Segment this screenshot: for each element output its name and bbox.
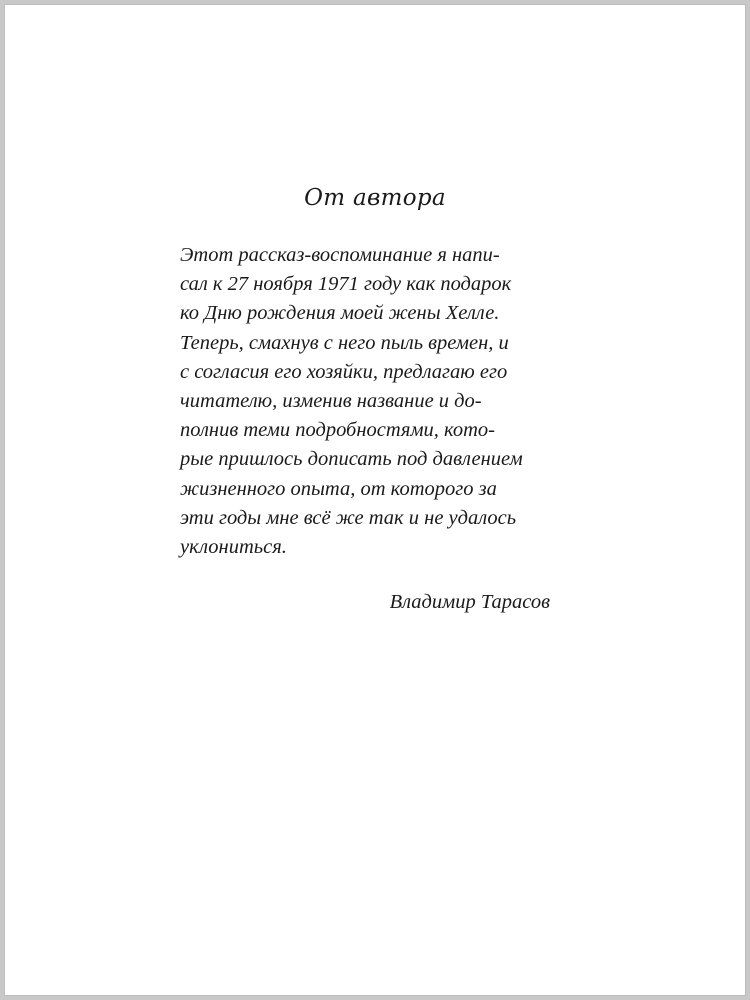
author-signature: Владимир Тарасов (389, 591, 550, 613)
paragraph-line: с согласия его хозяйки, предлагаю его (180, 360, 508, 383)
paragraph-line: полнив теми подробностями, кото- (180, 419, 495, 442)
paragraph-line: читателю, изменив название и до- (180, 390, 482, 413)
paragraph-line: жизненного опыта, от которого за (180, 477, 497, 500)
paragraph-line: эти годы мне всё же так и не удалось (180, 506, 517, 529)
heading-text: От автора (304, 185, 446, 211)
paragraph-line: Этот рассказ-воспоминание я напи- (180, 244, 500, 266)
paragraph-line: рые пришлось дописать под давлением (180, 448, 523, 471)
book-page (4, 4, 746, 996)
paragraph-line: сал к 27 ноября 1971 году как подарок (180, 273, 512, 296)
paragraph-line: Теперь, смахнув с него пыль времен, и (180, 331, 509, 354)
author-note-paragraph (180, 241, 580, 562)
paragraph-line: ко Дню рождения моей жены Хелле. (180, 302, 500, 325)
paragraph-line: уклониться. (180, 536, 287, 559)
section-heading (5, 185, 745, 211)
